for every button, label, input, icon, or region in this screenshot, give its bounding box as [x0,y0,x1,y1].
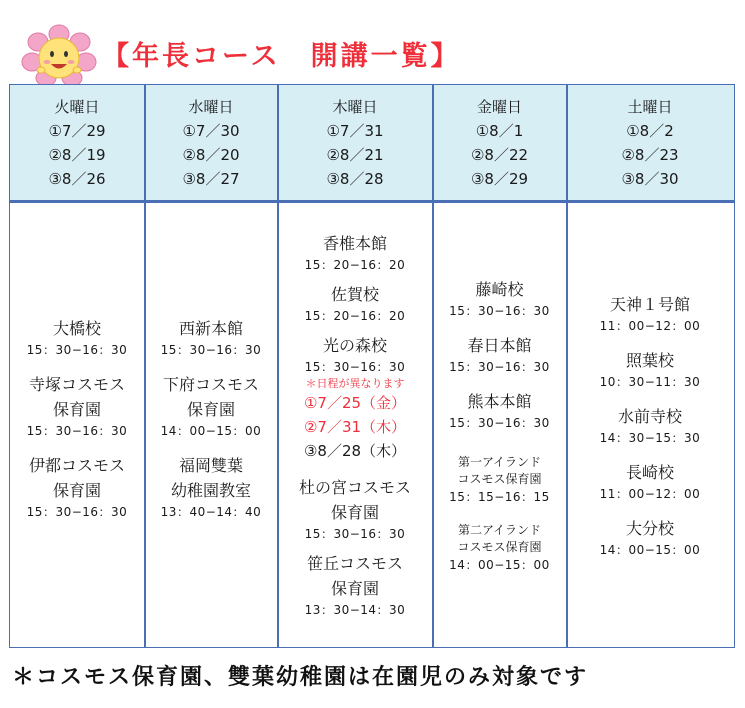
special-date: ③8／28（木） [303,442,407,460]
venue-time: 11：00−12：00 [599,318,701,333]
header-cell-tuesday [10,85,144,200]
session-date: ③8／30 [621,169,679,188]
schedule-table [9,84,735,648]
venue-time: 14：30−15：30 [599,430,701,445]
page-title: 【年長コース 開講一覧】 [102,41,461,72]
venue-time: 15：30−16：30 [26,343,128,357]
venue-name: 保育園 [52,400,101,419]
schedule-note: ＊日程が異なります [305,377,405,390]
venue-time: 10：30−11：30 [599,374,701,389]
venue-name: 佐賀校 [330,285,379,304]
venue-time: 14：00−15：00 [599,542,701,557]
venue-name: 幼稚園教室 [170,481,251,500]
venue-time: 15：20−16：20 [304,309,406,323]
venue-name: 長崎校 [625,462,674,482]
header-cell-thursday [278,85,432,200]
body-cell-saturday [567,203,733,647]
venue-name: 熊本本館 [467,391,532,411]
session-date: ①7／31 [326,121,384,140]
venue-name: 寺塚コスモス [28,375,125,394]
session-date: ③8／26 [48,169,106,188]
venue-time: 15：20−16：20 [304,258,406,272]
venue-time: 15：30−16：30 [26,424,128,438]
special-date: ①7／25（金） [303,394,407,412]
session-date: ②8／21 [326,145,384,164]
venue-name: 西新本館 [178,319,243,338]
venue-name: 杜の宮コスモス [298,478,411,497]
day-label: 水曜日 [188,97,234,116]
venue-time: 15：30−16：30 [304,527,406,541]
venue-name: 保育園 [330,579,379,598]
venue-time: 14：00−15：00 [449,557,550,572]
venue-name: 水前寺校 [617,406,682,426]
header-cell-saturday [567,85,733,200]
day-label: 火曜日 [54,97,100,116]
header-cell-wednesday [145,85,277,200]
venue-time: 15：15−16：15 [449,489,550,504]
body-cell-friday [433,203,566,647]
venue-name: コスモス保育園 [457,539,542,554]
session-date: ③8／27 [182,169,240,188]
venue-time: 15：30−16：30 [26,505,128,519]
body-cell-tuesday [10,203,144,647]
venue-time: 14：00−15：00 [160,424,262,438]
venue-time: 15：30−16：30 [160,343,262,357]
session-date: ①8／1 [475,121,524,140]
venue-name: 春日本館 [467,335,532,355]
footnote: ＊コスモス保育園、雙葉幼稚園は在園児のみ対象です [12,665,589,690]
venue-name: 福岡雙葉 [178,456,243,475]
session-date: ①8／2 [626,121,674,140]
day-label: 土曜日 [627,97,673,116]
header-cell-friday [433,85,566,200]
session-date: ③8／28 [326,169,384,188]
venue-time: 15：30−16：30 [449,303,550,318]
venue-name: 光の森校 [322,336,387,355]
session-date: ②8／23 [621,145,679,164]
venue-time: 15：30−16：30 [304,360,406,374]
venue-time: 13：30−14：30 [304,603,406,617]
venue-name: 天神１号館 [609,294,690,314]
venue-name: 下府コスモス [162,375,259,394]
venue-name: 大橋校 [52,319,101,338]
venue-name: 第一アイランド [458,454,541,469]
venue-name: 香椎本館 [322,234,387,253]
special-date: ②7／31（木） [303,418,407,436]
venue-time: 13：40−14：40 [160,505,262,519]
smiling-flower-icon [20,24,98,86]
day-label: 木曜日 [332,97,378,116]
venue-name: 保育園 [330,503,379,522]
session-date: ②8／19 [48,145,106,164]
session-date: ③8／29 [470,169,529,188]
session-date: ②8／22 [470,145,529,164]
venue-name: 保育園 [52,481,101,500]
venue-name: 保育園 [186,400,235,419]
venue-name: 大分校 [625,518,674,538]
session-date: ①7／29 [48,121,106,140]
venue-time: 11：00−12：00 [599,486,701,501]
day-label: 金曜日 [476,97,522,116]
session-date: ②8／20 [182,145,240,164]
venue-name: 藤崎校 [475,279,524,299]
venue-name: コスモス保育園 [457,471,542,486]
venue-name: 第二アイランド [458,522,541,537]
venue-name: 照葉校 [625,350,674,370]
title-row [0,0,745,84]
venue-name: 伊都コスモス [28,456,125,475]
session-date: ①7／30 [182,121,240,140]
venue-name: 笹丘コスモス [306,554,403,573]
venue-time: 15：30−16：30 [449,415,550,430]
venue-time: 15：30−16：30 [449,359,550,374]
body-cell-thursday [278,203,432,647]
body-cell-wednesday [145,203,277,647]
